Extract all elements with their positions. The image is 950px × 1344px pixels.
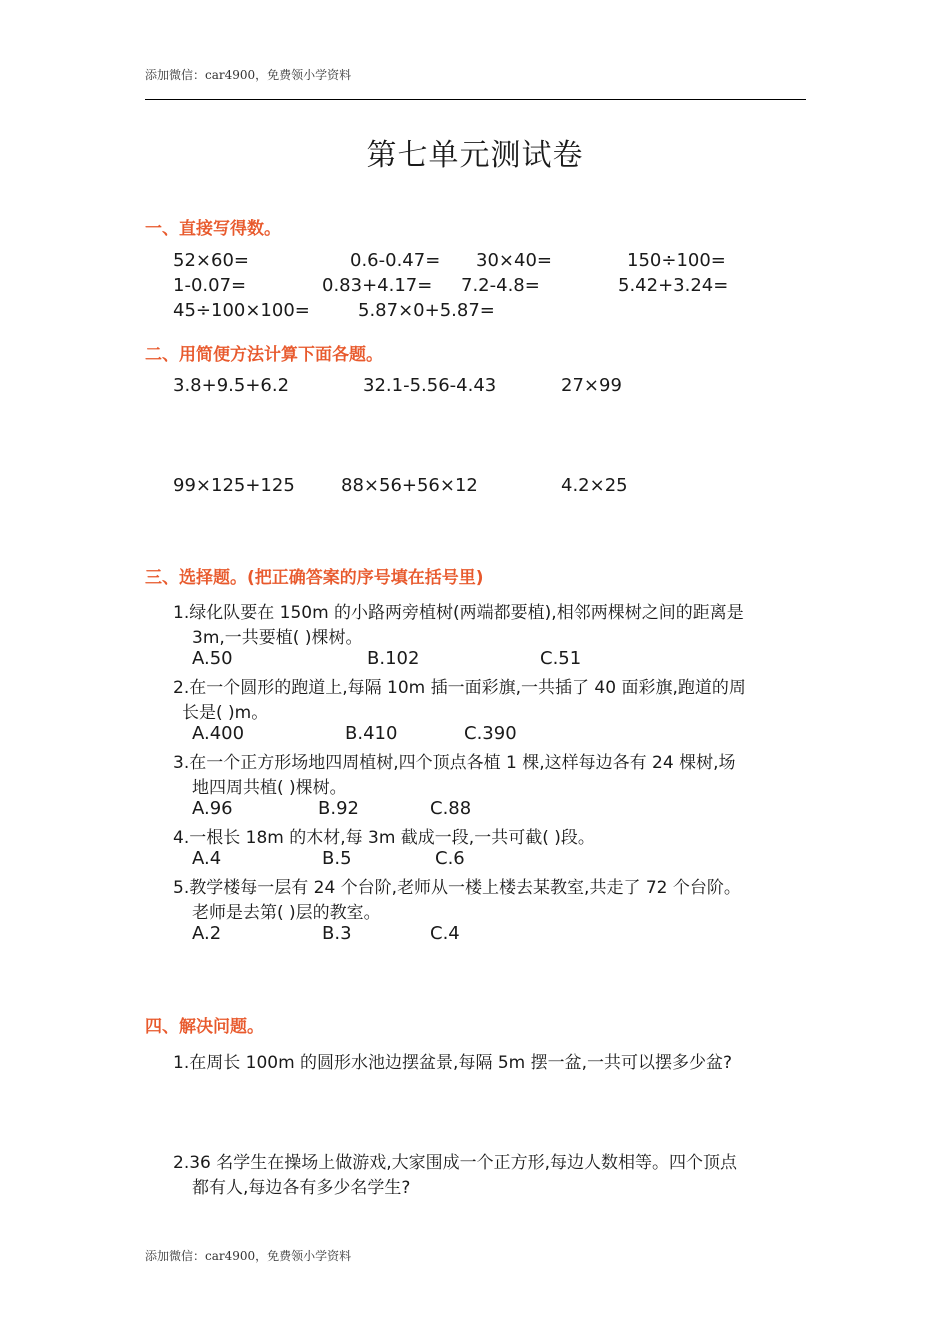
problem-text: 都有人,每边各有多少名学生? <box>192 1178 411 1198</box>
calc-item: 32.1-5.56-4.43 <box>363 375 497 396</box>
choice-option: A.50 <box>192 648 233 669</box>
calc-item: 27×99 <box>561 375 622 396</box>
choice-option: C.6 <box>435 848 465 869</box>
choice-option: A.2 <box>192 923 222 944</box>
choice-option: C.4 <box>430 923 460 944</box>
section-2-heading: 二、用简便方法计算下面各题。 <box>145 345 383 365</box>
calc-item: 5.87×0+5.87= <box>358 300 495 321</box>
question-text: 1.绿化队要在 150m 的小路两旁植树(两端都要植),相邻两棵树之间的距离是 <box>173 603 744 623</box>
choice-option: B.92 <box>318 798 359 819</box>
question-text: 2.在一个圆形的跑道上,每隔 10m 插一面彩旗,一共插了 40 面彩旗,跑道的周 <box>173 678 746 698</box>
choice-option: B.5 <box>322 848 352 869</box>
question-text: 4.一根长 18m 的木材,每 3m 截成一段,一共可截( )段。 <box>173 828 595 848</box>
choice-option: C.390 <box>464 723 517 744</box>
choice-option: B.102 <box>367 648 420 669</box>
calc-item: 3.8+9.5+6.2 <box>173 375 290 396</box>
section-1-heading: 一、直接写得数。 <box>145 219 281 239</box>
calc-item: 5.42+3.24= <box>618 275 729 296</box>
choice-option: B.3 <box>322 923 352 944</box>
choice-option: A.96 <box>192 798 233 819</box>
header-divider <box>145 99 806 100</box>
question-text: 3.在一个正方形场地四周植树,四个顶点各植 1 棵,这样每边各有 24 棵树,场 <box>173 753 736 773</box>
question-text: 5.教学楼每一层有 24 个台阶,老师从一楼上楼去某教室,共走了 72 个台阶。 <box>173 878 741 898</box>
question-text: 老师是去第( )层的教室。 <box>192 903 381 923</box>
choice-option: C.51 <box>540 648 582 669</box>
calc-item: 45÷100×100= <box>173 300 310 321</box>
calc-item: 99×125+125 <box>173 475 295 496</box>
calc-item: 7.2-4.8= <box>461 275 540 296</box>
calc-item: 0.6-0.47= <box>350 250 441 271</box>
calc-item: 0.83+4.17= <box>322 275 433 296</box>
question-text: 3m,一共要植( )棵树。 <box>192 628 363 648</box>
problem-text: 2.36 名学生在操场上做游戏,大家围成一个正方形,每边人数相等。四个顶点 <box>173 1153 738 1173</box>
calc-item: 88×56+56×12 <box>341 475 478 496</box>
choice-option: A.400 <box>192 723 245 744</box>
choice-option: B.410 <box>345 723 398 744</box>
calc-item: 52×60= <box>173 250 249 271</box>
page-title: 第七单元测试卷 <box>366 138 584 173</box>
question-text: 长是( )m。 <box>182 703 269 723</box>
calc-item: 4.2×25 <box>561 475 628 496</box>
problem-text: 1.在周长 100m 的圆形水池边摆盆景,每隔 5m 摆一盆,一共可以摆多少盆? <box>173 1053 733 1073</box>
header-note: 添加微信：car4900，免费领小学资料 <box>145 68 352 82</box>
choice-option: A.4 <box>192 848 222 869</box>
section-4-heading: 四、解决问题。 <box>145 1017 264 1037</box>
footer-note: 添加微信：car4900，免费领小学资料 <box>145 1249 352 1263</box>
calc-item: 30×40= <box>476 250 552 271</box>
choice-option: C.88 <box>430 798 472 819</box>
question-text: 地四周共植( )棵树。 <box>192 778 347 798</box>
calc-item: 1-0.07= <box>173 275 247 296</box>
calc-item: 150÷100= <box>627 250 726 271</box>
section-3-heading: 三、选择题。(把正确答案的序号填在括号里) <box>145 568 484 588</box>
